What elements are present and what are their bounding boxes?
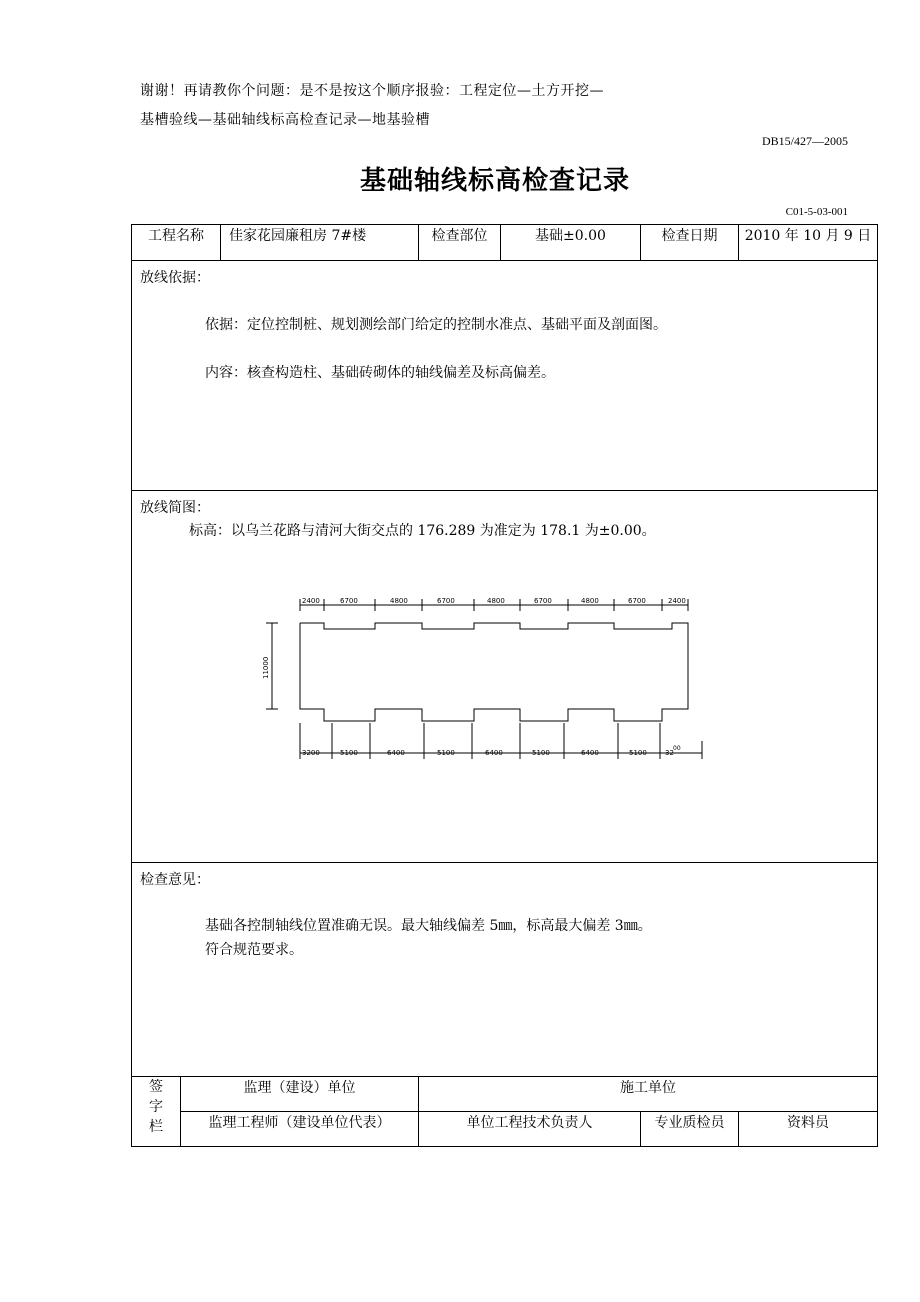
note-line-1: 谢谢！再请教你个问题：是不是按这个顺序报验：工程定位—土方开挖— bbox=[140, 83, 604, 99]
inspection-date-value: 2010 年 10 月 9 日 bbox=[739, 225, 878, 261]
supervisor-engineer-label: 监理工程师（建设单位代表） bbox=[181, 1112, 419, 1147]
bottom-dim-3: 6400 bbox=[387, 749, 405, 757]
construction-unit-label: 施工单位 bbox=[419, 1077, 878, 1112]
inspection-part-label: 检查部位 bbox=[419, 225, 501, 261]
top-dim-4: 6700 bbox=[437, 597, 455, 605]
top-dim-3: 4800 bbox=[390, 597, 408, 605]
document-title: 基础轴线标高检查记录 bbox=[359, 166, 630, 196]
foundation-plan-sketch bbox=[132, 491, 876, 862]
standard-code: DB15/427—2005 bbox=[761, 134, 848, 148]
supervisor-unit-label: 监理（建设）单位 bbox=[181, 1077, 419, 1112]
top-dim-7: 4800 bbox=[581, 597, 599, 605]
basis-line-2: 内容：核查构造柱、基础砖砌体的轴线偏差及标高偏差。 bbox=[205, 365, 555, 381]
top-dim-6: 6700 bbox=[534, 597, 552, 605]
basis-line-1: 依据：定位控制桩、规划测绘部门给定的控制水准点、基础平面及剖面图。 bbox=[205, 317, 667, 333]
sketch-title: 放线简图： bbox=[140, 500, 210, 516]
opinion-line-2: 符合规范要求。 bbox=[205, 942, 303, 958]
header-row bbox=[132, 225, 878, 261]
basis-title: 放线依据： bbox=[140, 270, 210, 286]
quality-inspector-label: 专业质检员 bbox=[641, 1112, 739, 1147]
signature-row-2 bbox=[132, 1112, 878, 1147]
note-line-2: 基槽验线—基础轴线标高检查记录—地基验槽 bbox=[140, 112, 430, 128]
side-dim: 11000 bbox=[262, 656, 270, 679]
bottom-dim-1: 3200 bbox=[302, 749, 320, 757]
top-dim-8: 6700 bbox=[628, 597, 646, 605]
opinion-title: 检查意见： bbox=[140, 872, 210, 888]
bottom-dim-7: 6400 bbox=[581, 749, 599, 757]
opinion-row bbox=[132, 863, 878, 1077]
inspection-date-label: 检查日期 bbox=[641, 225, 739, 261]
sketch-row bbox=[132, 491, 878, 863]
data-clerk-label: 资料员 bbox=[739, 1112, 878, 1147]
inspection-form bbox=[131, 224, 878, 1147]
sketch-elevation-note: 标高：以乌兰花路与清河大街交点的 176.289 为准定为 178.1 为±0.00。 bbox=[189, 523, 656, 539]
bottom-dim-6: 5100 bbox=[532, 749, 550, 757]
inspection-part-value: 基础±0.00 bbox=[501, 225, 641, 261]
project-name-value: 佳家花园廉租房 7#楼 bbox=[221, 225, 419, 261]
top-dim-9: 2400 bbox=[668, 597, 686, 605]
opinion-line-1: 基础各控制轴线位置准确无误。最大轴线偏差 5㎜，标高最大偏差 3㎜。 bbox=[205, 918, 652, 934]
bottom-dim-4: 5100 bbox=[437, 749, 455, 757]
tech-lead-label: 单位工程技术负责人 bbox=[419, 1112, 641, 1147]
bottom-dim-9-sup: 00 bbox=[673, 745, 681, 752]
form-code: C01-5-03-001 bbox=[785, 206, 848, 218]
bottom-dim-2: 5100 bbox=[340, 749, 358, 757]
bottom-dim-8: 5100 bbox=[629, 749, 647, 757]
basis-row bbox=[132, 261, 878, 491]
top-dim-2: 6700 bbox=[340, 597, 358, 605]
signature-row-1 bbox=[132, 1077, 878, 1112]
bottom-dim-9: 32 bbox=[665, 749, 674, 757]
bottom-dim-5: 6400 bbox=[485, 749, 503, 757]
project-name-label: 工程名称 bbox=[132, 225, 221, 261]
top-dim-5: 4800 bbox=[487, 597, 505, 605]
signature-side-label: 签 字 栏 bbox=[132, 1077, 181, 1147]
top-dim-1: 2400 bbox=[302, 597, 320, 605]
